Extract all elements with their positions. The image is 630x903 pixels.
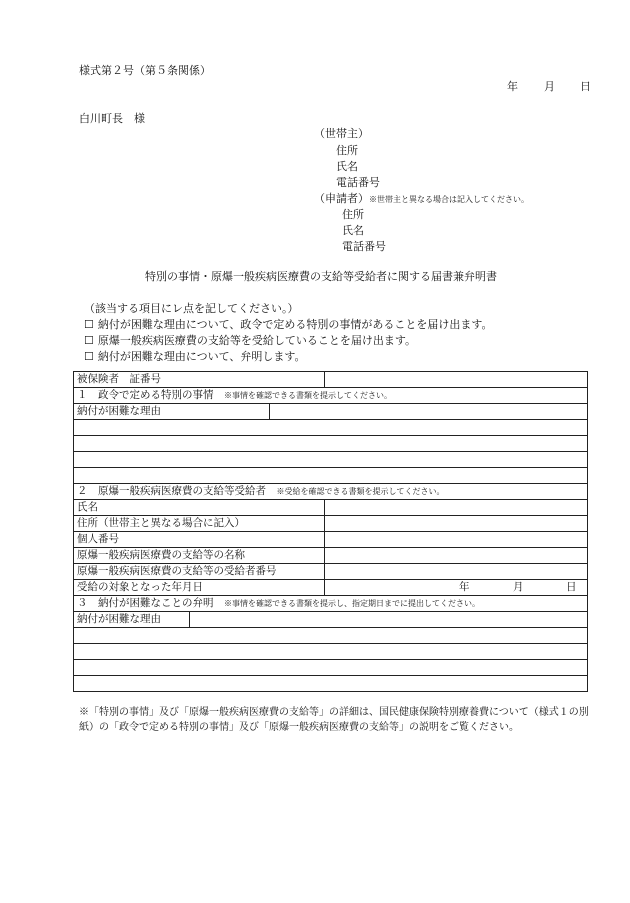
date-year-label: 年 [507, 80, 518, 93]
requester-name-label: 氏名 [342, 224, 364, 237]
checklist-instruction: （該当する項目にレ点を記してください。） [84, 302, 299, 315]
section3-blank-row [74, 644, 588, 660]
section2-date-label: 受給の対象となった年月日 [74, 580, 325, 596]
section3-blank-row [74, 660, 588, 676]
checklist-item-text: 納付が困難な理由について、政令で定める特別の事情があることを届け出ます。 [97, 318, 493, 331]
requester-note: ※世帯主と異なる場合は記入してください。 [369, 195, 529, 204]
section2-name-label: 氏名 [74, 500, 325, 516]
date-day-label: 日 [580, 80, 591, 93]
section1-reason-label: 納付が困難な理由 [74, 404, 270, 420]
section2-date-day: 日 [566, 581, 577, 593]
section2-row [74, 500, 588, 516]
date-month-label: 月 [544, 80, 555, 93]
householder-phone-label: 電話番号 [336, 176, 380, 189]
section2-date-month: 月 [513, 581, 524, 593]
section2-row [74, 580, 588, 596]
section3-reason-label: 納付が困難な理由 [74, 612, 190, 628]
document-title: 特別の事情・原爆一般疾病医療費の支給等受給者に関する届書兼弁明書 [145, 270, 497, 283]
insured-id-value[interactable] [325, 372, 588, 388]
householder-address-label: 住所 [336, 144, 358, 157]
requester-address-label: 住所 [342, 208, 364, 221]
householder-name-label: 氏名 [336, 160, 358, 173]
section2-recipient-number-label: 原爆一般疾病医療費の支給等の受給者番号 [74, 564, 325, 580]
section3-blank-line[interactable] [74, 660, 588, 676]
form-number: 様式第２号（第５条関係） [79, 64, 211, 77]
section3-header [74, 596, 588, 612]
requester-phone-label: 電話番号 [342, 240, 386, 253]
section1-blank-row [74, 452, 588, 468]
section2-header [74, 484, 588, 500]
section1-blank-line[interactable] [74, 452, 588, 468]
section3-reason-row [74, 612, 588, 628]
section2-personal-number-label: 個人番号 [74, 532, 325, 548]
section2-row [74, 532, 588, 548]
section3-note: ※事情を確認できる書類を提示し、指定期日までに提出してください。 [224, 598, 480, 608]
section3-blank-line[interactable] [74, 628, 588, 644]
footnote: ※「特別の事情」及び「原爆一般疾病医療費の支給等」の詳細は、国民健康保険特別療養費について（様式１の別紙）の「政令で定める特別の事情」及び「原爆一般疾病医療費の支給等」の説明をご覧ください。 [79, 707, 589, 733]
section2-benefit-name-value[interactable] [325, 548, 588, 564]
section1-title: １ 政令で定める特別の事情 [77, 388, 214, 401]
section1-blank-line[interactable] [74, 420, 588, 436]
section1-header-row [74, 388, 588, 404]
section2-row [74, 516, 588, 532]
section3-blank-row [74, 628, 588, 644]
insured-id-label: 被保険者 証番号 [74, 372, 325, 388]
checklist-item-special-circumstances[interactable] [84, 318, 493, 332]
section1-blank-row [74, 468, 588, 484]
section3-reason-value[interactable] [190, 612, 588, 628]
section2-row [74, 548, 588, 564]
section2-address-value[interactable] [325, 516, 588, 532]
section1-blank-line[interactable] [74, 436, 588, 452]
section1-reason-value[interactable] [270, 404, 588, 420]
checklist-item-text: 原爆一般疾病医療費の支給等を受給していることを届け出ます。 [97, 334, 416, 347]
checklist-item-text: 納付が困難な理由について、弁明します。 [97, 350, 306, 363]
section1-blank-row [74, 436, 588, 452]
section1-blank-line[interactable] [74, 468, 588, 484]
section2-name-value[interactable] [325, 500, 588, 516]
addressee: 白川町長 様 [79, 112, 145, 125]
section2-header-row [74, 484, 588, 500]
section2-date-year: 年 [459, 581, 470, 593]
section2-personal-number-value[interactable] [325, 532, 588, 548]
section2-note: ※受給を確認できる書類を提示してください。 [276, 486, 445, 496]
section3-blank-line[interactable] [74, 676, 588, 692]
section1-blank-row [74, 420, 588, 436]
section2-recipient-number-value[interactable] [325, 564, 588, 580]
householder-label: （世帯主） [314, 127, 369, 140]
section2-benefit-name-label: 原爆一般疾病医療費の支給等の名称 [74, 548, 325, 564]
section3-blank-row [74, 676, 588, 692]
requester-label-text: （申請者） [314, 192, 369, 205]
section1-header [74, 388, 588, 404]
section3-blank-line[interactable] [74, 644, 588, 660]
checkbox-icon[interactable]: ☐ [84, 350, 94, 363]
checklist-item-atomic-bomb-benefit[interactable] [84, 334, 416, 348]
section3-title: ３ 納付が困難なことの弁明 [77, 596, 214, 609]
insured-id-row [74, 372, 588, 388]
section2-date-value[interactable] [325, 580, 588, 596]
section2-row [74, 564, 588, 580]
checkbox-icon[interactable]: ☐ [84, 318, 94, 331]
section2-address-label: 住所（世帯主と異なる場合に記入） [74, 516, 325, 532]
section3-header-row [74, 596, 588, 612]
checklist-item-explanation[interactable] [84, 350, 306, 364]
section1-reason-row [74, 404, 588, 420]
section2-title: ２ 原爆一般疾病医療費の支給等受給者 [77, 484, 266, 497]
checkbox-icon[interactable]: ☐ [84, 334, 94, 347]
application-form-table [73, 371, 588, 692]
requester-label [314, 192, 529, 206]
section1-note: ※事情を確認できる書類を提示してください。 [224, 390, 392, 400]
